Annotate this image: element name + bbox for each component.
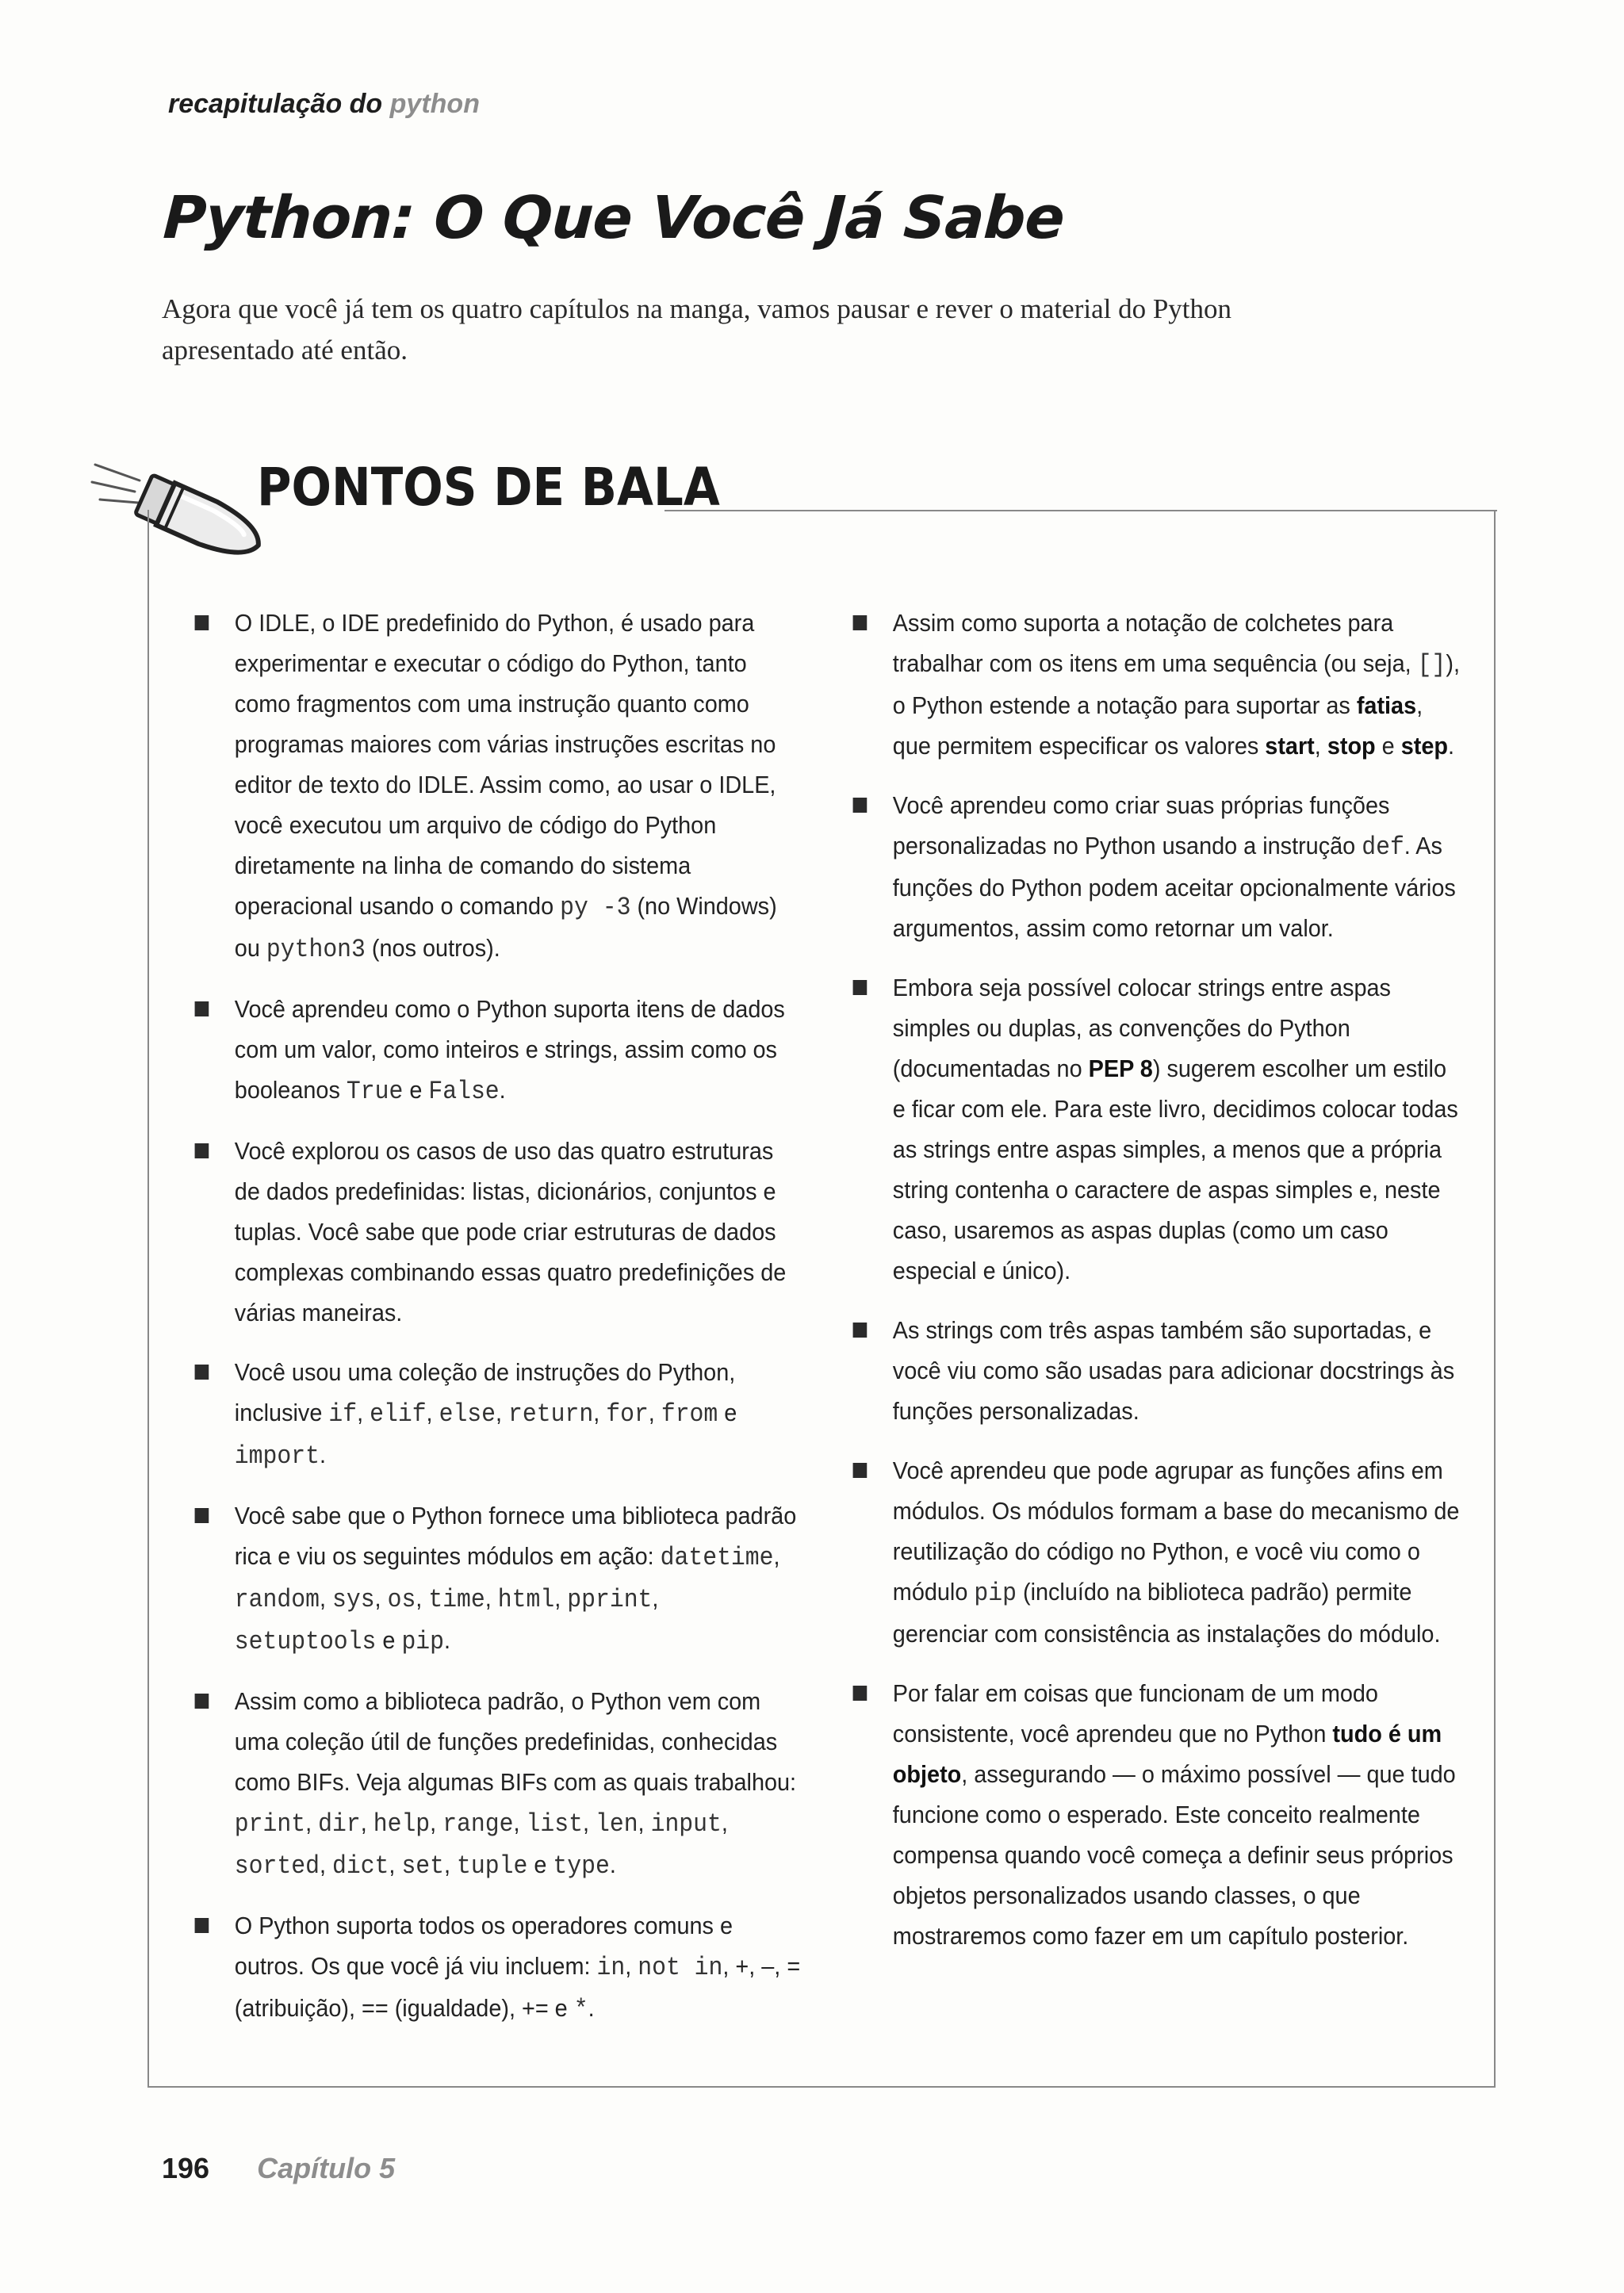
text-fragment: . As funções do Python podem aceitar opcionalmente vários argumentos, assim como retornar um valor.	[892, 832, 1456, 942]
bullet-item	[848, 603, 1461, 766]
running-head-topic: python	[389, 89, 480, 119]
bold-text: tudo é um objeto	[892, 1720, 1442, 1788]
code-fragment: if	[328, 1399, 358, 1429]
code-fragment: elif	[370, 1399, 427, 1429]
text-fragment: Você aprendeu como o Python suporta itens de dados com um valor, como inteiros e strings, assim como os booleanos	[234, 995, 785, 1104]
text-fragment: Assim como a biblioteca padrão, o Python vem com uma coleção útil de funções predefinidas, conhecidas como BIFs. Veja algumas BIFs com as quais trabalhou:	[234, 1687, 797, 1796]
text-fragment: .	[609, 1851, 616, 1878]
code-fragment: python3	[266, 935, 366, 964]
text-fragment: .	[499, 1076, 506, 1104]
text-fragment: Você explorou os casos de uso das quatro estruturas de dados predefinidas: listas, dicionários, conjuntos e tuplas. Você sabe que pode criar estruturas de dados complexas combinando essas quatro predefinições de várias maneiras.	[234, 1137, 787, 1326]
square-bullet-icon	[195, 1365, 209, 1380]
code-fragment: from	[661, 1399, 718, 1429]
square-bullet-icon	[853, 1463, 868, 1478]
bullet-item	[190, 1681, 802, 1886]
text-fragment: ,	[773, 1542, 780, 1570]
text-fragment: Você aprendeu que pode agrupar as funções afins em módulos. Os módulos formam a base do mecanismo de reutilização do código no Python, e você viu como o módulo	[892, 1457, 1460, 1606]
square-bullet-icon	[195, 1001, 209, 1016]
square-bullet-icon	[195, 1694, 209, 1709]
bullet-item	[190, 1131, 802, 1333]
text-fragment: ,	[593, 1399, 607, 1426]
bullet-item	[848, 967, 1461, 1291]
square-bullet-icon	[853, 980, 868, 995]
text-fragment: ,	[554, 1584, 568, 1612]
bold-text: fatias	[1356, 691, 1417, 719]
code-fragment: time	[428, 1585, 485, 1614]
code-fragment: []	[1417, 650, 1446, 679]
text-fragment: ,	[430, 1809, 443, 1836]
bullet-text	[235, 1681, 802, 1886]
text-fragment: ,	[360, 1809, 373, 1836]
bullet-item	[190, 1495, 802, 1662]
code-fragment: True	[346, 1077, 404, 1106]
code-fragment: def	[1362, 833, 1404, 862]
bullet-points-heading: PONTOS DE BALA	[257, 457, 720, 518]
bullet-text	[235, 603, 802, 970]
running-head	[168, 89, 480, 120]
text-fragment: ,	[513, 1809, 527, 1836]
bullet-text	[893, 1450, 1461, 1654]
code-fragment: tuple	[457, 1851, 528, 1881]
code-fragment: pprint	[567, 1585, 653, 1614]
code-fragment: pip	[401, 1627, 445, 1656]
bullet-item	[190, 603, 802, 970]
text-fragment: Embora seja possível colocar strings entre aspas simples ou duplas, as convenções do Python (documentadas no	[892, 974, 1391, 1082]
text-fragment: ,	[721, 1809, 728, 1836]
text-fragment: Assim como suporta a notação de colchetes para trabalhar com os itens em uma sequência (ou seja,	[892, 609, 1418, 677]
code-fragment: range	[442, 1809, 514, 1839]
text-fragment: ,	[1314, 732, 1327, 760]
code-fragment: else	[439, 1399, 496, 1429]
square-bullet-icon	[195, 1143, 209, 1158]
bullet-text	[235, 1905, 802, 2030]
text-fragment: ,	[357, 1399, 370, 1426]
bullet-text	[235, 1352, 802, 1476]
bold-text: stop	[1327, 732, 1376, 760]
text-fragment: ,	[496, 1399, 509, 1426]
bullet-text	[893, 603, 1461, 766]
code-fragment: list	[526, 1809, 583, 1839]
square-bullet-icon	[195, 1918, 209, 1933]
code-fragment: not in	[638, 1953, 723, 1982]
bullet-text	[235, 1131, 802, 1333]
text-fragment: (incluído na biblioteca padrão) permite gerenciar com consistência as instalações do módulo.	[892, 1578, 1441, 1648]
text-fragment: , assegurando — o máximo possível — que tudo funcione como o esperado. Este conceito realmente compensa quando você começa a definir seus próprios objetos personalizados usando classes, o que mostraremos como fazer em um capítulo posterior.	[892, 1760, 1456, 1950]
code-fragment: pip	[974, 1579, 1017, 1608]
text-fragment: .	[444, 1626, 451, 1654]
text-fragment: ,	[444, 1851, 458, 1878]
text-fragment: ) sugerem escolher um estilo e ficar com ele. Para este livro, decidimos colocar todas as strings entre aspas simples, a menos que a própria string contenha o caractere de aspas simples e, neste caso, usaremos as aspas duplas (como um caso especial e único).	[892, 1055, 1458, 1284]
page-footer	[162, 2152, 395, 2185]
code-fragment: len	[595, 1809, 638, 1839]
text-fragment: .	[1448, 732, 1455, 760]
code-fragment: random	[234, 1585, 320, 1614]
bullet-item	[848, 1310, 1461, 1431]
bullet-text	[893, 967, 1461, 1291]
code-fragment: datetime	[660, 1543, 774, 1572]
text-fragment: e	[718, 1399, 737, 1426]
running-head-section: recapitulação do	[168, 89, 383, 119]
text-fragment: , +, –, = (atribuição), == (igualdade), += e	[234, 1952, 801, 2022]
text-fragment: ,	[625, 1952, 638, 1980]
text-fragment: .	[588, 1994, 595, 2022]
text-fragment: Por falar em coisas que funcionam de um modo consistente, você aprendeu que no Python	[892, 1679, 1378, 1748]
code-fragment: os	[387, 1585, 416, 1614]
text-fragment: ,	[389, 1851, 402, 1878]
text-fragment: (nos outros).	[365, 934, 500, 962]
square-bullet-icon	[195, 1508, 209, 1523]
bullet-column-left	[190, 603, 848, 2049]
bullet-text	[235, 989, 802, 1112]
code-fragment: *	[573, 1995, 588, 2024]
text-fragment: ,	[305, 1809, 319, 1836]
code-fragment: for	[606, 1399, 649, 1429]
text-fragment: ), o Python estende a notação para suportar as	[892, 649, 1460, 719]
bullet-text	[893, 1310, 1461, 1431]
page-title: Python: O Que Você Já Sabe	[161, 184, 1067, 252]
text-fragment: ,	[374, 1584, 388, 1612]
code-fragment: print	[234, 1809, 306, 1839]
text-fragment: e	[1375, 732, 1401, 760]
text-fragment: ,	[416, 1584, 429, 1612]
square-bullet-icon	[853, 615, 868, 630]
bold-text: start	[1265, 732, 1315, 760]
code-fragment: input	[650, 1809, 722, 1839]
code-fragment: False	[428, 1077, 500, 1106]
text-fragment: ,	[319, 1584, 332, 1612]
code-fragment: return	[508, 1399, 594, 1429]
bullet-item	[848, 785, 1461, 948]
square-bullet-icon	[195, 615, 209, 630]
code-fragment: setuptools	[234, 1627, 377, 1656]
page-number: 196	[162, 2152, 210, 2184]
code-fragment: dict	[331, 1851, 389, 1881]
text-fragment: Você aprendeu como criar suas próprias funções personalizadas no Python usando a instrução	[892, 791, 1390, 859]
square-bullet-icon	[853, 798, 868, 813]
text-fragment: Você usou uma coleção de instruções do Python, inclusive	[234, 1358, 736, 1426]
bullet-column-right	[848, 603, 1507, 1975]
code-fragment: html	[497, 1585, 555, 1614]
text-fragment: e	[376, 1626, 402, 1654]
bullet-item	[848, 1450, 1461, 1654]
bullet-text	[235, 1495, 802, 1662]
code-fragment: sorted	[234, 1851, 320, 1881]
code-fragment: in	[596, 1953, 626, 1982]
code-fragment: import	[234, 1441, 320, 1471]
code-fragment: type	[553, 1851, 610, 1881]
bullet-item	[190, 1905, 802, 2030]
text-fragment: ,	[485, 1584, 498, 1612]
text-fragment: (no Windows) ou	[234, 892, 777, 962]
bullet-text	[893, 785, 1461, 948]
square-bullet-icon	[853, 1686, 868, 1701]
text-fragment: ,	[652, 1584, 659, 1612]
bullet-text	[893, 1673, 1461, 1956]
code-fragment: help	[373, 1809, 431, 1839]
bullet-item	[190, 989, 802, 1112]
chapter-label: Capítulo 5	[257, 2152, 396, 2184]
text-fragment: O IDLE, o IDE predefinido do Python, é usado para experimentar e executar o código do Python, tanto como fragmentos com uma instrução quanto como programas maiores com várias instruções escritas no editor de texto do IDLE. Assim como, ao usar o IDLE, você executou um arquivo de código do Python diretamente na linha de comando do sistema operacional usando o comando	[234, 609, 776, 920]
text-fragment: e	[403, 1076, 429, 1104]
text-fragment: ,	[638, 1809, 651, 1836]
text-fragment: ,	[426, 1399, 439, 1426]
code-fragment: dir	[318, 1809, 361, 1839]
text-fragment: ,	[648, 1399, 661, 1426]
intro-paragraph: Agora que você já tem os quatro capítulos na manga, vamos pausar e rever o material do Python apresentado até então.	[162, 293, 1232, 366]
text-fragment: Você sabe que o Python fornece uma biblioteca padrão rica e viu os seguintes módulos em ação:	[234, 1502, 797, 1570]
bullet-item	[190, 1352, 802, 1476]
text-fragment: O Python suporta todos os operadores comuns e outros. Os que você já viu incluem:	[234, 1912, 733, 1980]
text-fragment: As strings com três aspas também são suportadas, e você viu como são usadas para adicionar docstrings às funções personalizadas.	[892, 1316, 1455, 1425]
bullet-item	[848, 1673, 1461, 1956]
text-fragment: ,	[319, 1851, 332, 1878]
text-fragment: ,	[582, 1809, 596, 1836]
code-fragment: set	[401, 1851, 445, 1881]
bold-text: PEP 8	[1088, 1055, 1153, 1082]
text-fragment: , que permitem especificar os valores	[892, 691, 1423, 760]
square-bullet-icon	[853, 1323, 868, 1338]
text-fragment: e	[527, 1851, 553, 1878]
code-fragment: sys	[331, 1585, 375, 1614]
text-fragment: .	[319, 1441, 326, 1468]
bold-text: step	[1400, 732, 1449, 760]
code-fragment: py -3	[560, 893, 631, 922]
